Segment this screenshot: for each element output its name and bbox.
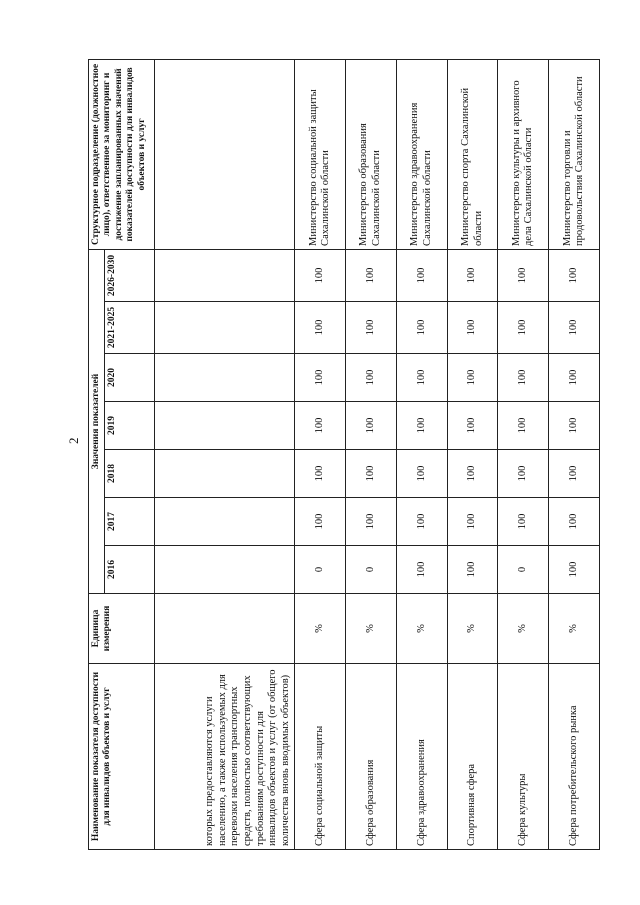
row-value: 100 [396, 546, 447, 594]
row-value: 100 [346, 402, 397, 450]
table-row [396, 59, 447, 849]
row-value: 100 [447, 498, 498, 546]
row-unit: % [549, 594, 600, 664]
row-value: 100 [549, 249, 600, 301]
header-year: 2021-2025 [105, 302, 155, 354]
row-value: 100 [346, 249, 397, 301]
row-value: 100 [447, 402, 498, 450]
continuation-row [155, 59, 295, 849]
row-responsible: Министерство спорта Сахалинской области [447, 59, 498, 249]
row-value: 100 [498, 450, 549, 498]
row-name: Сфера социальной защиты [295, 664, 346, 850]
row-value: 100 [295, 354, 346, 402]
row-responsible: Министерство культуры и архивного дела Сахалинской области [498, 59, 549, 249]
row-unit: % [447, 594, 498, 664]
row-value: 100 [549, 498, 600, 546]
row-value: 100 [498, 402, 549, 450]
header-row [89, 59, 105, 849]
row-value: 0 [498, 546, 549, 594]
table-row [295, 59, 346, 849]
header-year: 2017 [105, 498, 155, 546]
row-name: Сфера культуры [498, 664, 549, 850]
rotated-table-container [88, 60, 600, 850]
table-row [549, 59, 600, 849]
row-unit: % [396, 594, 447, 664]
row-value: 100 [549, 450, 600, 498]
row-unit: % [295, 594, 346, 664]
row-value: 100 [396, 249, 447, 301]
row-value: 100 [396, 498, 447, 546]
row-responsible: Министерство здравоохранения Сахалинской области [396, 59, 447, 249]
row-value: 100 [549, 302, 600, 354]
row-value: 100 [498, 354, 549, 402]
row-value: 100 [549, 546, 600, 594]
header-unit: Единица измерения [89, 594, 155, 664]
row-value: 100 [549, 354, 600, 402]
row-unit: % [498, 594, 549, 664]
row-name: Сфера потребительского рынка [549, 664, 600, 850]
row-name: Сфера здравоохранения [396, 664, 447, 850]
header-year: 2018 [105, 450, 155, 498]
row-value: 100 [498, 302, 549, 354]
header-year: 2026-2030 [105, 249, 155, 301]
row-responsible: Министерство образования Сахалинской области [346, 59, 397, 249]
table-row [498, 59, 549, 849]
row-value: 100 [295, 249, 346, 301]
continuation-text: которых предоставляются услуги населению, а также используемых для перевозки населения транспортных средств, полностью соответствующих требованиям доступности для инвалидов объектов и услуг (от общего количества вновь вводимых объектов) [155, 664, 295, 850]
row-value: 100 [396, 302, 447, 354]
row-value: 100 [295, 302, 346, 354]
header-year: 2020 [105, 354, 155, 402]
row-responsible: Министерство торговли и продовольствия Сахалинской области [549, 59, 600, 249]
row-value: 100 [295, 402, 346, 450]
row-value: 100 [346, 498, 397, 546]
header-values-group: Значения показателей [89, 249, 105, 593]
row-responsible: Министерство социальной защиты Сахалинской области [295, 59, 346, 249]
row-name: Сфера образования [346, 664, 397, 850]
row-value: 100 [346, 302, 397, 354]
row-name: Спортивная сфера [447, 664, 498, 850]
row-value: 0 [295, 546, 346, 594]
row-value: 100 [396, 402, 447, 450]
row-value: 100 [447, 546, 498, 594]
header-name: Наименование показателя доступности для инвалидов объектов и услуг [89, 664, 155, 850]
row-value: 100 [447, 450, 498, 498]
row-value: 100 [346, 354, 397, 402]
row-value: 100 [447, 302, 498, 354]
row-value: 100 [396, 354, 447, 402]
row-value: 100 [498, 249, 549, 301]
row-value: 0 [346, 546, 397, 594]
row-value: 100 [295, 450, 346, 498]
indicators-table [88, 59, 600, 850]
header-year: 2016 [105, 546, 155, 594]
row-value: 100 [295, 498, 346, 546]
table-row [447, 59, 498, 849]
header-year: 2019 [105, 402, 155, 450]
table-row [346, 59, 397, 849]
row-value: 100 [498, 498, 549, 546]
header-responsible: Структурное подразделение (должностное лицо), ответственное за мониторинг и достижение запланированных значений показателей доступности для инвалидов объектов и услуг [89, 59, 155, 249]
row-value: 100 [396, 450, 447, 498]
row-unit: % [346, 594, 397, 664]
row-value: 100 [447, 249, 498, 301]
row-value: 100 [549, 402, 600, 450]
row-value: 100 [346, 450, 397, 498]
row-value: 100 [447, 354, 498, 402]
page-number: 2 [66, 437, 81, 444]
